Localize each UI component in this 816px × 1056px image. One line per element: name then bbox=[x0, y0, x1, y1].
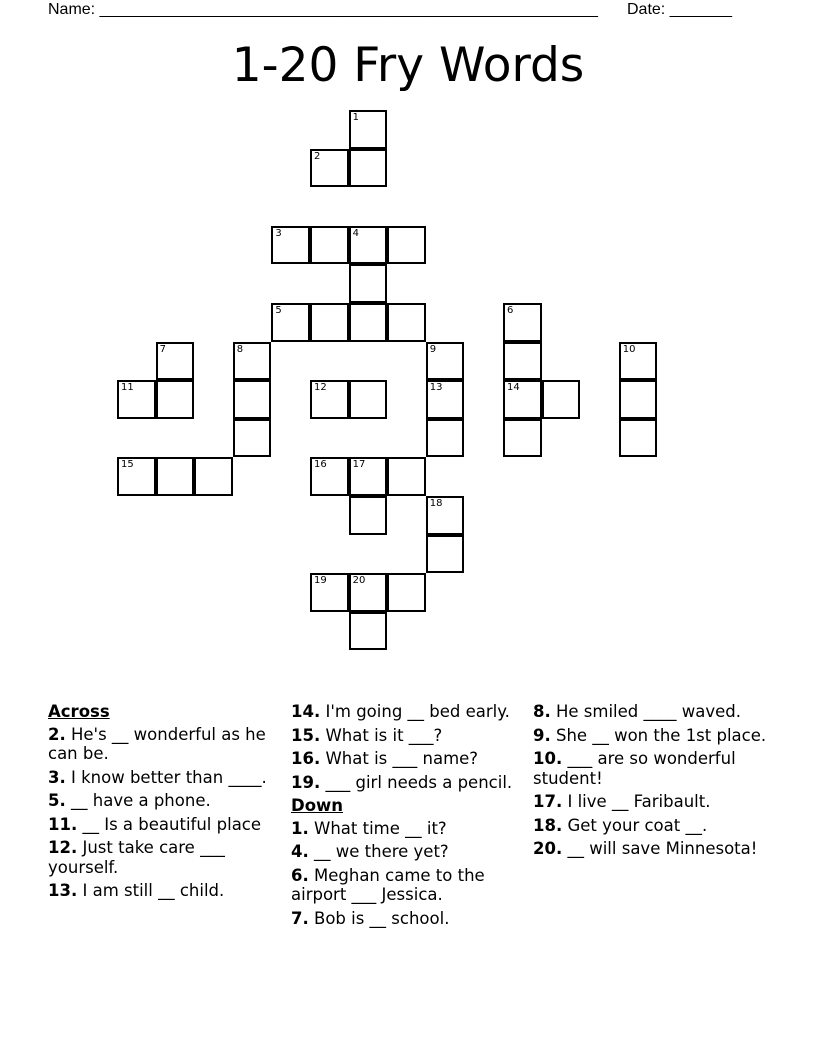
crossword-cell[interactable] bbox=[503, 419, 542, 458]
crossword-cell[interactable] bbox=[503, 380, 542, 419]
crossword-cell[interactable] bbox=[349, 612, 388, 651]
clue-down bbox=[533, 839, 773, 859]
clue-number: 18. bbox=[533, 815, 563, 835]
crossword-cell[interactable] bbox=[233, 419, 272, 458]
crossword-cell[interactable] bbox=[271, 226, 310, 265]
clue-number: 12. bbox=[48, 838, 78, 857]
clue-number: 9. bbox=[533, 725, 551, 745]
clue-down bbox=[533, 792, 773, 812]
clue-number: 11 bbox=[121, 382, 134, 394]
crossword-cell[interactable] bbox=[426, 535, 465, 574]
clue-number: 3. bbox=[48, 767, 66, 787]
clue-number: 1 bbox=[352, 112, 359, 123]
clue-across bbox=[48, 815, 273, 835]
crossword-cell[interactable] bbox=[349, 573, 388, 612]
clue-down bbox=[291, 909, 516, 929]
clue-number: 10 bbox=[622, 343, 636, 355]
clue-number: 20. bbox=[533, 839, 563, 858]
clue-down bbox=[291, 842, 516, 862]
clue-down bbox=[533, 749, 773, 788]
across-heading: Across bbox=[48, 702, 110, 721]
clue-number: 16 bbox=[314, 459, 327, 471]
name-field-label: Name: ________________________________________________________ bbox=[48, 1, 598, 18]
clue-across bbox=[291, 749, 516, 769]
clue-text: Just take care ___ yourself. bbox=[48, 838, 225, 877]
clue-text: What is ___ name? bbox=[325, 749, 479, 768]
clue-text: She __ won the 1st place. bbox=[556, 725, 767, 745]
crossword-cell[interactable] bbox=[117, 380, 156, 419]
crossword-cell[interactable] bbox=[426, 496, 465, 535]
clue-number: 4. bbox=[291, 842, 309, 861]
crossword-cell[interactable] bbox=[426, 419, 465, 458]
clue-number: 7. bbox=[291, 908, 309, 928]
crossword-cell[interactable] bbox=[310, 149, 349, 188]
clue-text: He's __ wonderful as he can be. bbox=[48, 724, 266, 763]
crossword-cell[interactable] bbox=[349, 303, 388, 342]
crossword-cell[interactable] bbox=[349, 226, 388, 265]
clue-number: 3 bbox=[275, 227, 282, 239]
clue-text: ___ are so wonderful student! bbox=[533, 749, 736, 788]
clue-text: Get your coat __. bbox=[567, 815, 708, 835]
clue-across bbox=[48, 768, 273, 788]
crossword-cell[interactable] bbox=[542, 380, 581, 419]
clue-number: 13. bbox=[48, 881, 78, 900]
clue-text: I know better than ____. bbox=[71, 767, 267, 787]
clue-number: 8. bbox=[533, 702, 551, 721]
clue-number: 8 bbox=[236, 343, 244, 355]
crossword-cell[interactable] bbox=[619, 342, 658, 381]
clue-number: 18 bbox=[429, 498, 443, 509]
clue-number: 14. bbox=[291, 702, 321, 721]
crossword-cell[interactable] bbox=[233, 342, 272, 381]
crossword-cell[interactable] bbox=[619, 419, 658, 458]
clue-down bbox=[291, 866, 516, 905]
clue-number: 2 bbox=[314, 150, 321, 162]
clue-number: 12 bbox=[314, 382, 327, 394]
clue-text: He smiled ____ waved. bbox=[556, 702, 741, 721]
clue-number: 5 bbox=[275, 305, 282, 316]
crossword-cell[interactable] bbox=[310, 573, 349, 612]
clue-number: 15 bbox=[121, 459, 134, 471]
clue-number: 4 bbox=[352, 227, 359, 239]
clue-across bbox=[48, 881, 273, 901]
clue-across bbox=[291, 773, 516, 793]
crossword-cell[interactable] bbox=[310, 457, 349, 496]
crossword-cell[interactable] bbox=[426, 380, 465, 419]
clue-down bbox=[533, 816, 773, 836]
clue-number: 1. bbox=[291, 818, 309, 838]
crossword-cell[interactable] bbox=[619, 380, 658, 419]
crossword-cell[interactable] bbox=[310, 226, 349, 265]
crossword-cell[interactable] bbox=[233, 380, 272, 419]
crossword-cell[interactable] bbox=[387, 573, 426, 612]
clue-number: 13 bbox=[429, 382, 443, 394]
clue-down bbox=[533, 726, 773, 746]
crossword-cell[interactable] bbox=[349, 264, 388, 303]
clue-number: 7 bbox=[159, 343, 166, 355]
clue-number: 20 bbox=[352, 575, 366, 587]
clue-number: 17 bbox=[352, 459, 366, 471]
clue-number: 6 bbox=[507, 305, 514, 316]
clue-number: 16. bbox=[291, 749, 321, 768]
crossword-cell[interactable] bbox=[387, 303, 426, 342]
clue-down bbox=[291, 819, 516, 839]
clue-number: 9 bbox=[429, 343, 437, 355]
crossword-cell[interactable] bbox=[349, 110, 388, 149]
crossword-cell[interactable] bbox=[310, 303, 349, 342]
clue-across bbox=[48, 725, 273, 764]
clue-across bbox=[48, 791, 273, 811]
crossword-cell[interactable] bbox=[156, 457, 195, 496]
clue-text: I'm going __ bed early. bbox=[325, 702, 510, 721]
clue-text: Meghan came to the airport ___ Jessica. bbox=[291, 865, 485, 904]
crossword-cell[interactable] bbox=[349, 496, 388, 535]
clue-text: __ Is a beautiful place bbox=[82, 814, 262, 834]
clue-number: 19. bbox=[291, 772, 321, 792]
crossword-cell[interactable] bbox=[387, 457, 426, 496]
crossword-cell[interactable] bbox=[349, 380, 388, 419]
crossword-cell[interactable] bbox=[271, 303, 310, 342]
clue-text: Bob is __ school. bbox=[314, 908, 450, 928]
clue-text: __ will save Minnesota! bbox=[567, 839, 758, 858]
clue-text: ___ girl needs a pencil. bbox=[325, 772, 513, 792]
crossword-cell[interactable] bbox=[503, 303, 542, 342]
crossword-cell[interactable] bbox=[387, 226, 426, 265]
clues-column-1 bbox=[48, 702, 273, 905]
clue-number: 5. bbox=[48, 791, 66, 810]
clue-number: 19 bbox=[314, 575, 327, 587]
clue-number: 6. bbox=[291, 865, 309, 885]
clue-text: What time __ it? bbox=[314, 818, 447, 838]
clues-column-2 bbox=[291, 702, 516, 932]
page-title: 1-20 Fry Words bbox=[231, 38, 585, 93]
crossword-cell[interactable] bbox=[194, 457, 233, 496]
clue-number: 17. bbox=[533, 792, 563, 811]
clue-across bbox=[48, 838, 273, 877]
clue-down bbox=[533, 702, 773, 722]
clue-number: 15. bbox=[291, 725, 321, 745]
crossword-cell[interactable] bbox=[117, 457, 156, 496]
date-field-label: Date: _______ bbox=[627, 1, 732, 18]
clue-text: I am still __ child. bbox=[82, 881, 225, 900]
crossword-cell[interactable] bbox=[426, 342, 465, 381]
crossword-cell[interactable] bbox=[156, 380, 195, 419]
clue-across bbox=[291, 702, 516, 722]
clue-text: __ we there yet? bbox=[314, 842, 449, 861]
clue-number: 14 bbox=[507, 382, 520, 394]
clue-across bbox=[291, 726, 516, 746]
clue-number: 11. bbox=[48, 814, 78, 834]
crossword-cell[interactable] bbox=[310, 380, 349, 419]
crossword-cell[interactable] bbox=[349, 149, 388, 188]
clue-text: What is it ___? bbox=[325, 725, 443, 745]
crossword-cell[interactable] bbox=[349, 457, 388, 496]
clue-number: 2. bbox=[48, 724, 66, 744]
clue-text: I live __ Faribault. bbox=[567, 792, 711, 811]
clues-column-3 bbox=[533, 702, 773, 863]
down-heading: Down bbox=[291, 796, 344, 815]
crossword-cell[interactable] bbox=[156, 342, 195, 381]
clue-text: __ have a phone. bbox=[71, 791, 211, 810]
clue-number: 10. bbox=[533, 749, 563, 768]
crossword-cell[interactable] bbox=[503, 342, 542, 381]
